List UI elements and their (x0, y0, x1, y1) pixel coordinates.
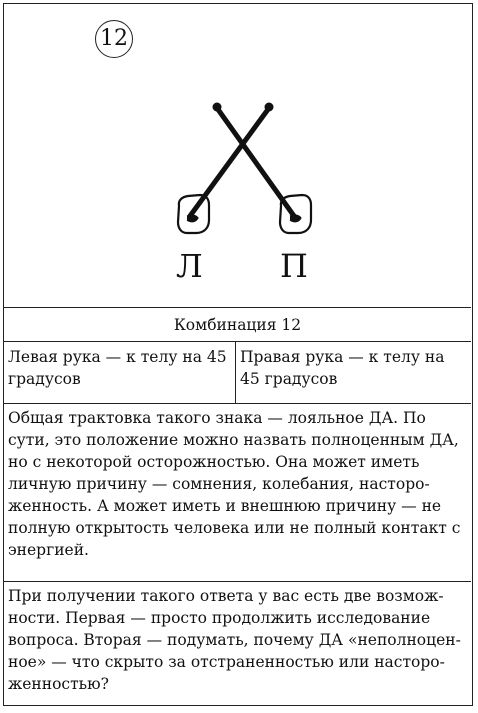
left-hand-letter: Л (176, 247, 203, 285)
combination-title: Комбинация 12 (4, 307, 471, 341)
left-hand-position: Левая рука — к телу на 45 градусов (4, 342, 236, 403)
right-hand-position: Правая рука — к телу на 45 градусов (240, 348, 445, 388)
advice-section (4, 581, 471, 705)
advice-text: При получении такого ответа у вас есть две возможности. Первая — просто продолжить исследование вопроса. Вторая — подумать, почему ДА «неполноценное» — что скрыто за отстраненностью или настороженностью? (8, 587, 461, 693)
interpretation-text: Общая трактовка такого знака — лояльное ДА. По сути, это положение можно назвать полноценным ДА, но с некоторой осторожностью. Она может иметь личную причину — сомнения, колебания, настороженность. А может иметь и внешнюю причину — не полную открытость человека или не полный контакт с энергией. (8, 409, 461, 559)
figure-area (4, 4, 471, 307)
pendulum-card (3, 3, 473, 706)
crossed-pendulums-icon (4, 4, 471, 307)
right-hand-letter: П (280, 247, 308, 285)
combination-number-badge: 12 (95, 20, 133, 58)
hands-row (4, 341, 471, 403)
interpretation-section (4, 403, 471, 581)
